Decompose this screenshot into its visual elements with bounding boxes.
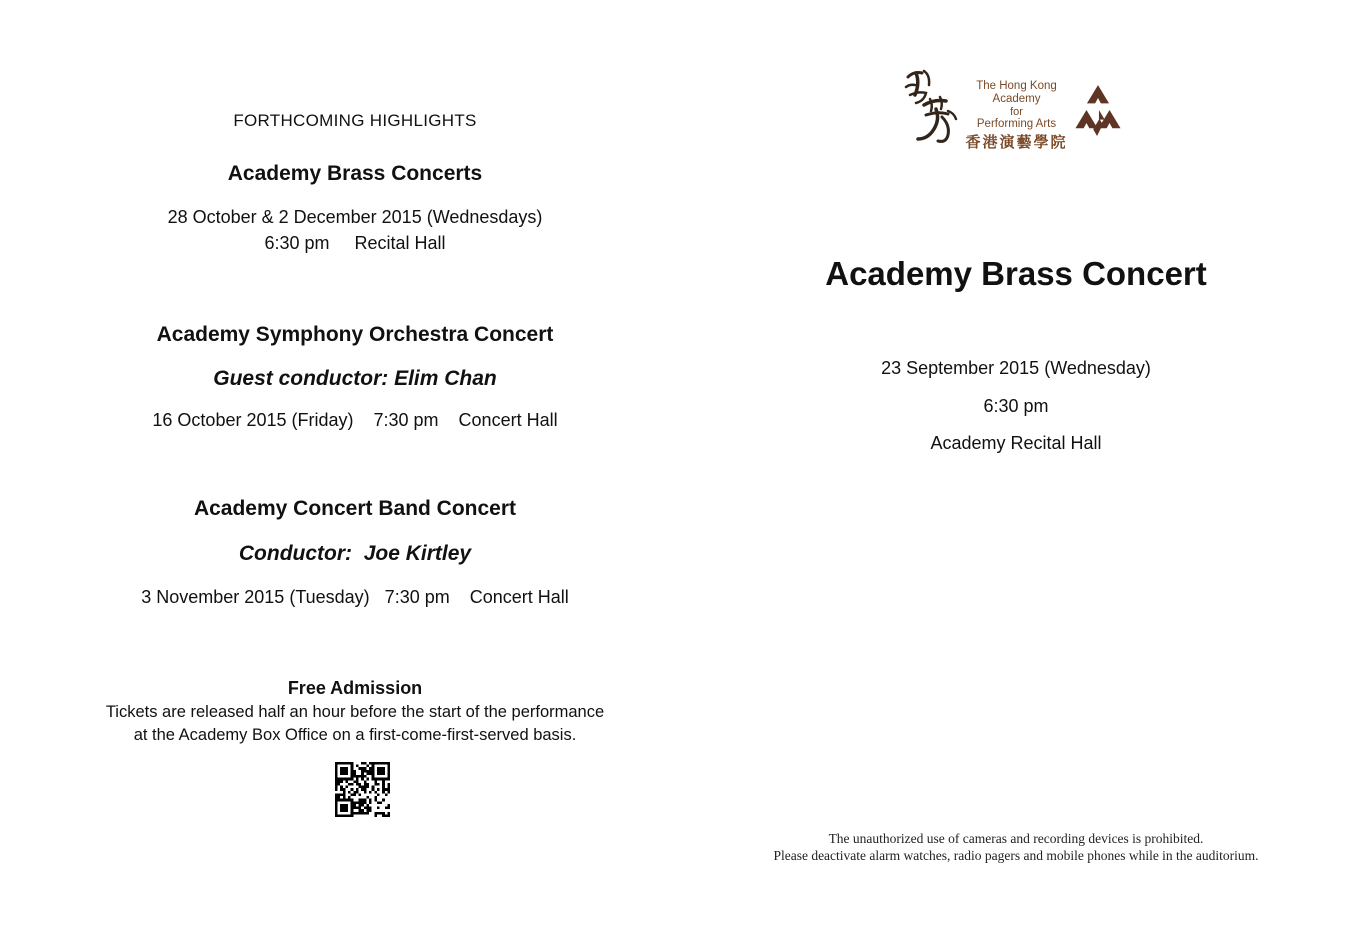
hkapa-name-line3: Performing Arts (976, 118, 1057, 130)
event-date-brass-concerts: 28 October & 2 December 2015 (Wednesdays) (167, 207, 543, 227)
hkapa-name-block (960, 80, 1073, 153)
event-date-symphony-orchestra: 16 October 2015 (Friday) 7:30 pm Concert Hall (152, 410, 558, 430)
free-admission-heading: Free Admission (287, 678, 423, 698)
program-time: 6:30 pm (983, 396, 1049, 416)
hkapa-chinese-name: 香港演藝學院 (965, 134, 1068, 151)
qr-code (335, 762, 390, 817)
program-venue: Academy Recital Hall (930, 433, 1102, 453)
forthcoming-highlights-heading: FORTHCOMING HIGHLIGHTS (233, 111, 477, 130)
event-title-concert-band: Academy Concert Band Concert (193, 497, 517, 520)
hkapa-name-line1: The Hong Kong Academy (976, 80, 1057, 105)
hkapa-name-line2: for (1010, 106, 1023, 118)
event-title-symphony-orchestra: Academy Symphony Orchestra Concert (156, 323, 554, 346)
house-rules-line2: Please deactivate alarm watches, radio pagers and mobile phones while in the auditorium. (773, 848, 1259, 863)
free-admission-line2: at the Academy Box Office on a first-come-first-served basis. (133, 726, 577, 744)
program-title: Academy Brass Concert (825, 255, 1207, 292)
event-conductor-concert-band: Conductor: Joe Kirtley (238, 542, 472, 565)
hkapa-triangle-mark-icon (1074, 83, 1122, 139)
program-date: 23 September 2015 (Wednesday) (881, 358, 1151, 378)
free-admission-line1: Tickets are released half an hour before the start of the performance (105, 703, 605, 721)
hkapa-calligraphy-icon (900, 65, 962, 143)
house-rules-line1: The unauthorized use of cameras and recording devices is prohibited. (828, 831, 1204, 846)
event-time-venue-brass-concerts: 6:30 pm Recital Hall (264, 233, 446, 253)
hkapa-logo (900, 63, 1125, 151)
event-date-concert-band: 3 November 2015 (Tuesday) 7:30 pm Concert Hall (141, 587, 569, 607)
event-title-brass-concerts: Academy Brass Concerts (227, 162, 483, 185)
event-conductor-symphony-orchestra: Guest conductor: Elim Chan (213, 367, 497, 390)
